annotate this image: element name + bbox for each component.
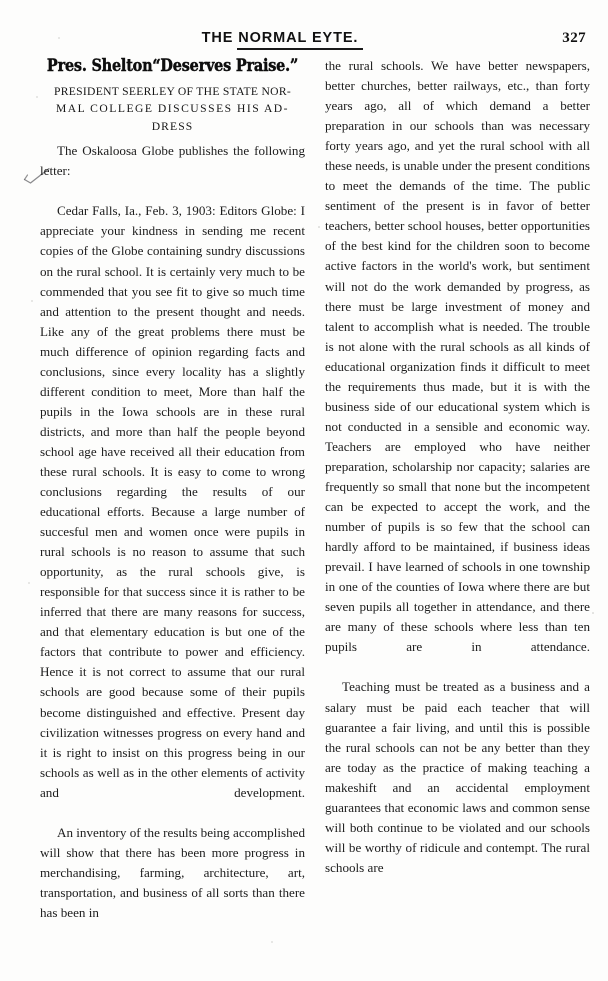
scan-speck — [31, 300, 33, 302]
scan-speck — [318, 226, 320, 228]
deck-line-3: DRESS — [151, 119, 194, 133]
page-number: 327 — [562, 30, 586, 46]
column-right — [325, 56, 590, 878]
deck-line-2: MAL COLLEGE DISCUSSES HIS AD- — [55, 102, 290, 116]
running-head — [0, 30, 608, 54]
scan-speck — [28, 582, 30, 584]
column-left — [40, 56, 305, 923]
header-rule — [237, 48, 363, 50]
article-deck — [40, 83, 305, 135]
publication-title: THE NORMAL EYTE. — [201, 30, 359, 46]
scan-speck — [58, 37, 60, 39]
article-headline: Pres. Shelton“Deserves Praise.” — [46, 56, 299, 75]
deck-line-1: PRESIDENT SEERLEY OF THE STATE NOR- — [53, 85, 292, 98]
paragraph: The Oskaloosa Globe publishes the following letter: — [40, 143, 305, 179]
paragraph: Teaching must be treated as a business and a salary must be paid each teacher that will guarantee a fair living, and until this is possible the rural schools can not be any better than they are today as the practice of making teaching a makeshift and an accidental employment guarantees that economic laws and common sense will both continue to be violated and our schools will be worthy of ridicule and contempt. The rural schools are — [325, 679, 590, 875]
scan-speck — [592, 612, 594, 614]
scan-speck — [271, 941, 273, 943]
paragraph: An inventory of the results being accomplished will show that there has been more progress in merchandising, farming, architecture, art, transportation, and business of all sorts than there has been in — [40, 824, 305, 920]
paragraph: Cedar Falls, Ia., Feb. 3, 1903: Editors Globe: I appreciate your kindness in sending me recent copies of the Globe containing sundry discussions on the rural school. It is certainly very much to be commended that you see fit to give so much time and attention to the present thought and needs. Like any of the great problems there must be much difference of opinion regarding facts and conclusions, since every locality has a slightly different condition to meet, More than half the pupils in the Iowa schools are in these rural districts, and more than half the people beyond school age have received all their education from these rural schools. It is easy to come to wrong conclusions regarding the results of our educational efforts. Because a large number of succesful men and women once were pupils in rural schools is no reason to assume that such opportunity, as the rural schools give, is responsible for that success since it is rather to be inferred that there are many reasons for success, and that elementary education is but one of the factors that contribute to power and efficiency. Hence it is not correct to assume that our rural schools are good because some of their pupils become distinguished and effective. Present day civilization witnesses progress on every hand and it is right to insist on this progress being in our schools as well as in the other elements of activity and development. — [40, 203, 305, 800]
paragraph: the rural schools. We have better newspapers, better churches, better railways, etc., than forty years ago, all of which demand a better preparation in our schools than was necessary forty years ago, and yet the rural school with all these needs, is unable under the present conditions to meet the demands of the time. The public sentiment of the present is in favor of better teachers, better school houses, better opportunities of the best kind for the children soon to become active factors in the world's work, but sentiment will not do the work demanded by progress, as there must be large investment of money and talent to accomplish what is needed. The trouble is not alone with the rural schools as all kinds of educational organization finds it difficult to meet the requirements thus made, but it is with the business side of our educational system which is not conducted in a sensible and economic way. Teachers are employed who have neither preparation, scholarship nor capacity; salaries are frequently so small that none but the incompetent can be expected to accept the work, and the number of pupils is so few that the school can hardly afford to be maintained, if business ideas prevail. I have learned of schools in one township in one of the counties of Iowa where there are but seven pupils all together in attendance, and there are many of these schools where less than ten pupils are in attendance. — [325, 58, 590, 655]
scan-speck — [36, 96, 38, 98]
